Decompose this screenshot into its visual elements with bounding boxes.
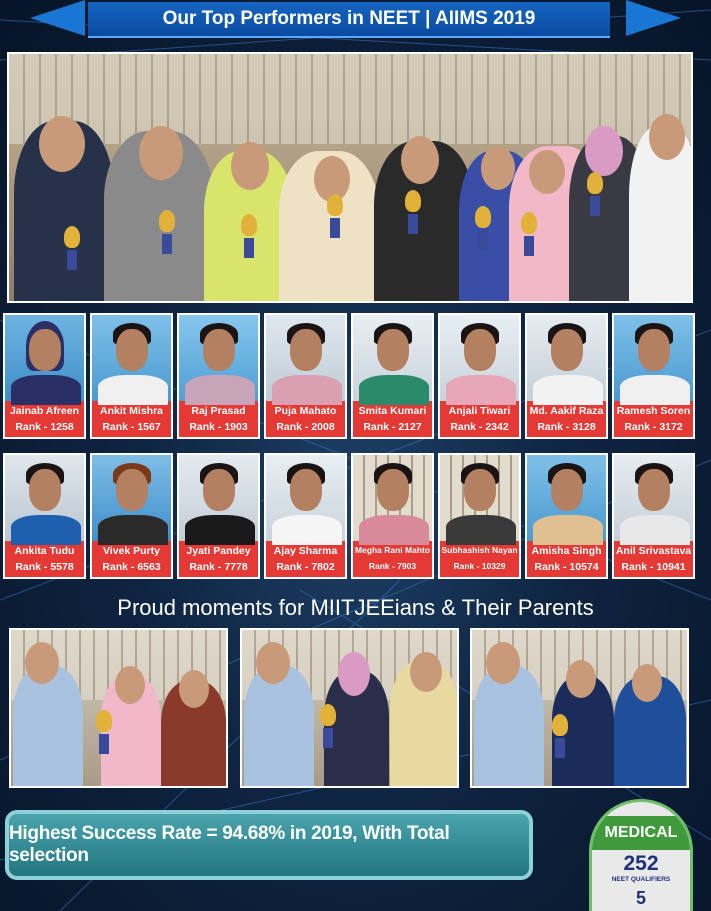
performer-name: Subhashish Nayan bbox=[441, 545, 518, 555]
header-arrow-right bbox=[626, 0, 681, 36]
proud-moment-photo bbox=[9, 628, 228, 788]
qualifiers-count: 252 bbox=[623, 852, 659, 875]
performer-rank: Rank - 2342 bbox=[450, 421, 509, 433]
performer-name: Jyati Pandey bbox=[186, 545, 251, 557]
performer-name: Ramesh Soren bbox=[616, 405, 691, 417]
performer-name: Jainab Afreen bbox=[9, 405, 80, 417]
performer-name: Md. Aakif Raza bbox=[529, 405, 604, 417]
performer-name: Amisha Singh bbox=[531, 545, 602, 557]
header-arrow-left bbox=[30, 0, 85, 36]
medical-label: MEDICAL bbox=[592, 816, 690, 850]
performer-rank: Rank - 10329 bbox=[453, 561, 506, 571]
proud-moments-title: Proud moments for MIITJEEians & Their Parents bbox=[117, 595, 594, 620]
performer-name: Vivek Purty bbox=[102, 545, 160, 557]
performer-name: Megha Rani Mahto bbox=[354, 545, 431, 555]
performer-rank: Rank - 1258 bbox=[15, 421, 74, 433]
proud-moment-photo bbox=[240, 628, 459, 788]
performer-card bbox=[177, 313, 260, 439]
performer-name: Raj Prasad bbox=[191, 405, 246, 417]
performer-rank: Rank - 6563 bbox=[102, 561, 161, 573]
performer-rank: Rank - 7802 bbox=[276, 561, 335, 573]
performer-rank: Rank - 3128 bbox=[537, 421, 596, 433]
performer-rank: Rank - 10574 bbox=[534, 561, 599, 573]
performer-card bbox=[612, 313, 695, 439]
performer-card bbox=[3, 453, 86, 579]
performer-card bbox=[177, 453, 260, 579]
performer-rank: Rank - 3172 bbox=[624, 421, 683, 433]
performer-card bbox=[90, 453, 173, 579]
medical-badge bbox=[589, 799, 693, 911]
performer-rank: Rank - 2127 bbox=[363, 421, 422, 433]
performer-name: Ajay Sharma bbox=[273, 545, 338, 557]
performer-rank: Rank - 7778 bbox=[189, 561, 248, 573]
performer-name: Smita Kumari bbox=[358, 405, 427, 417]
performer-name: Puja Mahato bbox=[274, 405, 337, 417]
performer-name: Ankit Mishra bbox=[99, 405, 163, 417]
performers-row-1 bbox=[3, 313, 708, 439]
performer-card bbox=[351, 453, 434, 579]
performer-card bbox=[438, 313, 521, 439]
performer-rank: Rank - 10941 bbox=[621, 561, 686, 573]
performer-card bbox=[612, 453, 695, 579]
performer-name: Anil Srivastava bbox=[615, 545, 692, 557]
performer-name: Anjali Tiwari bbox=[448, 405, 511, 417]
proud-moment-photo bbox=[470, 628, 689, 788]
performer-card bbox=[525, 453, 608, 579]
second-count: 5 bbox=[635, 888, 646, 908]
performer-card bbox=[351, 313, 434, 439]
performer-rank: Rank - 7903 bbox=[368, 561, 417, 571]
performer-card bbox=[264, 453, 347, 579]
performer-card bbox=[3, 313, 86, 439]
group-photo bbox=[7, 52, 693, 303]
performer-name: Ankita Tudu bbox=[14, 545, 75, 557]
performer-rank: Rank - 5578 bbox=[15, 561, 74, 573]
performer-rank: Rank - 1567 bbox=[102, 421, 161, 433]
success-rate-banner: Highest Success Rate = 94.68% in 2019, With Total selection bbox=[5, 810, 533, 880]
performer-card bbox=[264, 313, 347, 439]
performers-row-2 bbox=[3, 453, 708, 579]
performer-rank: Rank - 2008 bbox=[276, 421, 335, 433]
performer-card bbox=[438, 453, 521, 579]
header-title: Our Top Performers in NEET | AIIMS 2019 bbox=[88, 2, 610, 38]
qualifiers-label: NEET QUALIFIERS bbox=[611, 876, 671, 883]
performer-rank: Rank - 1903 bbox=[189, 421, 248, 433]
performer-card bbox=[90, 313, 173, 439]
performer-card bbox=[525, 313, 608, 439]
